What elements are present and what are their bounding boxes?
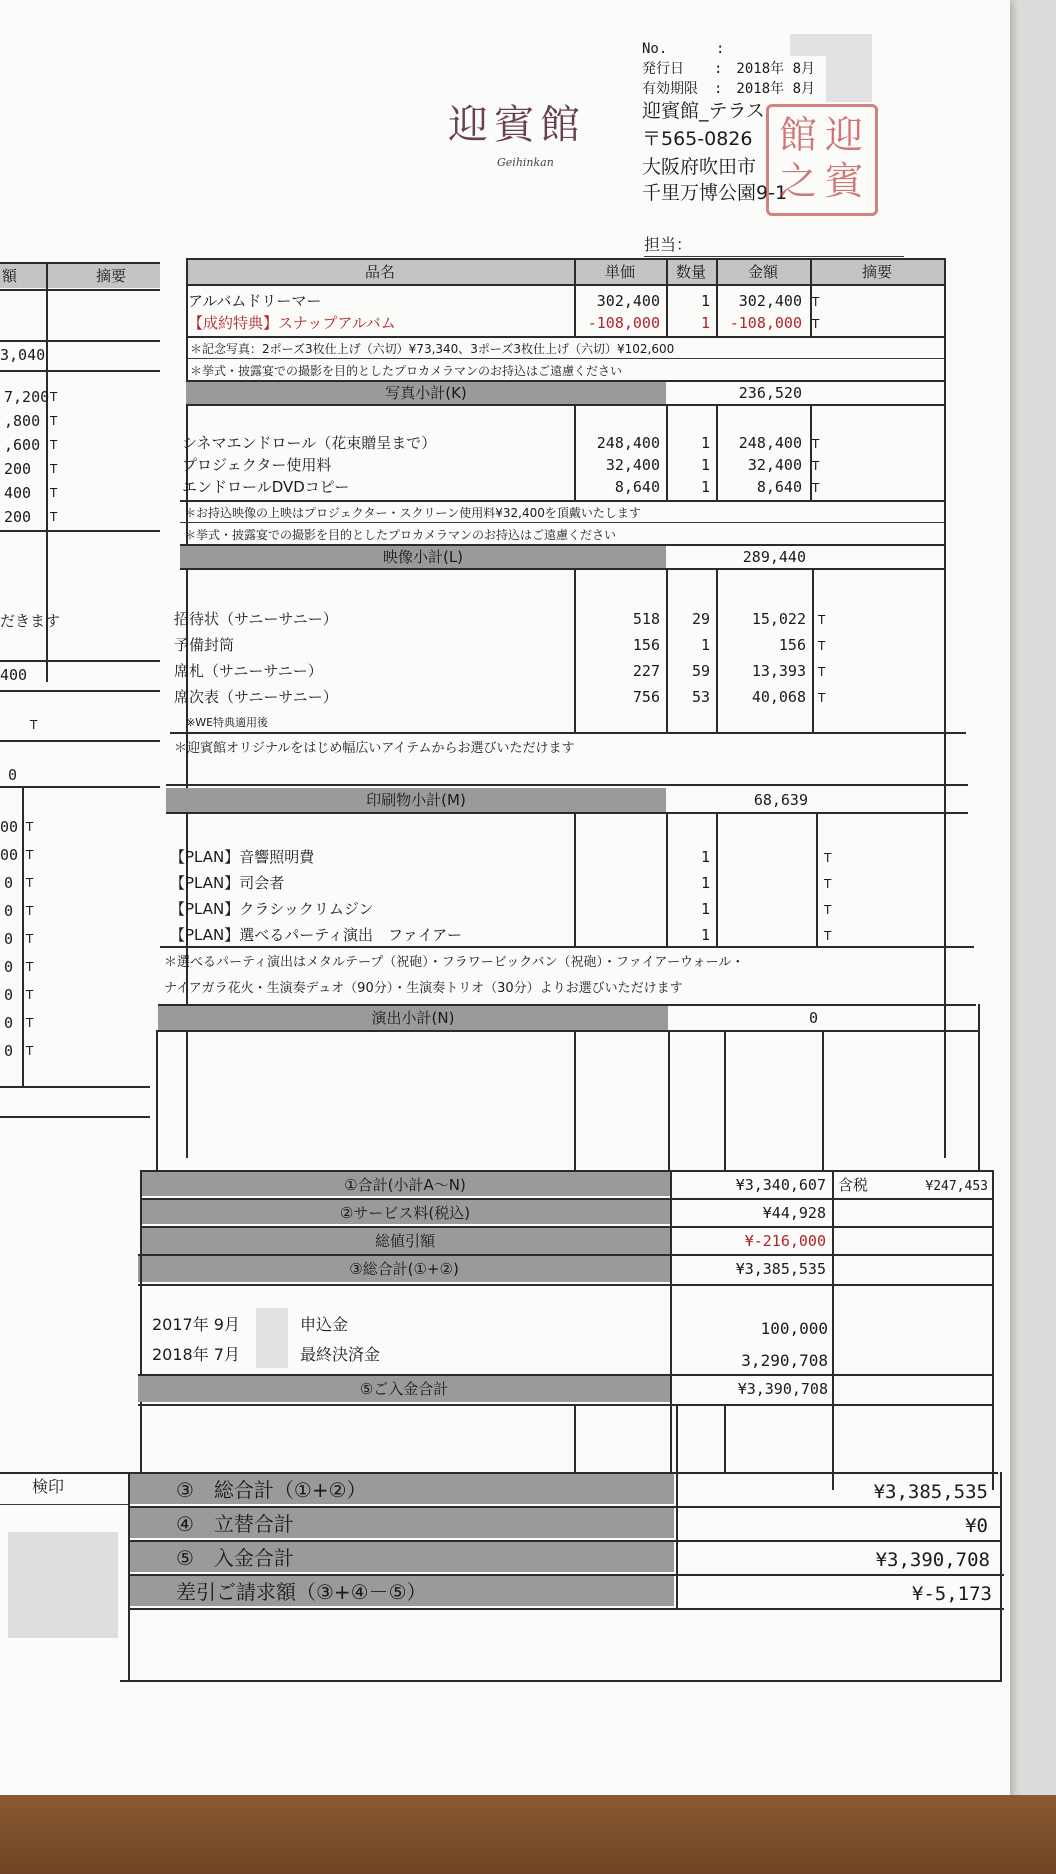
summary-4-value: ¥-5,173 xyxy=(911,1583,992,1605)
left-note-header: 摘要 xyxy=(96,267,127,285)
left-lower-tax-5: T xyxy=(26,932,34,946)
grand-total-value: ¥3,385,535 xyxy=(735,1260,826,1278)
company-name: 迎賓館_テラス xyxy=(642,100,765,122)
print-row-2-amount: 156 xyxy=(778,636,806,654)
no-sep: : xyxy=(716,41,725,57)
photo-row-1-amount: 302,400 xyxy=(738,292,802,310)
left-lower-tax-6: T xyxy=(26,960,34,974)
left-amount-header: 額 xyxy=(2,267,18,285)
payment-2-label: 最終決済金 xyxy=(300,1345,381,1364)
summary-1-value: ¥3,385,535 xyxy=(873,1481,988,1503)
service-label: ②サービス料(税込) xyxy=(339,1204,471,1222)
video-row-3-amount: 8,640 xyxy=(756,478,802,496)
left-value-5: 200 xyxy=(4,460,32,478)
wooden-floor xyxy=(0,1795,1056,1874)
seal-char-3: 館 xyxy=(779,113,818,157)
left-lower-5: 0 xyxy=(4,930,14,948)
logo-subtitle: Geihinkan xyxy=(497,156,554,169)
grand-total-label: ③総合計(①+②) xyxy=(349,1260,459,1278)
show-subtotal: 0 xyxy=(808,1009,818,1027)
photo-note-2: ＊挙式・披露宴での撮影を目的としたプロカメラマンのお持込はご遠慮ください xyxy=(190,364,623,378)
left-lower-tax-3: T xyxy=(26,876,34,890)
left-zero: 0 xyxy=(8,766,18,784)
show-row-3-name: 【PLAN】クラシックリムジン xyxy=(170,900,374,918)
left-lower-tax-1: T xyxy=(26,820,34,834)
left-lower-3: 0 xyxy=(4,874,14,892)
print-row-4-amount: 40,068 xyxy=(751,688,806,706)
print-row-1-tax: T xyxy=(818,613,826,627)
seal-char-4: 之 xyxy=(779,159,818,203)
print-row-4-name: 席次表（サニーサニー） xyxy=(174,688,338,706)
show-row-2-tax: T xyxy=(824,877,832,891)
video-row-2-amount: 32,400 xyxy=(747,456,802,474)
video-subtotal-label: 映像小計(L) xyxy=(382,548,464,566)
summary-2-value: ¥0 xyxy=(965,1515,988,1537)
print-subtotal: 68,639 xyxy=(753,791,808,809)
payment-1-amount: 100,000 xyxy=(760,1319,828,1338)
left-tax-single: T xyxy=(30,718,38,732)
left-lower-8: 0 xyxy=(4,1014,14,1032)
print-note: ＊迎賓館オリジナルをはじめ幅広いアイテムからお選びいただけます xyxy=(174,741,575,756)
photo-row-2-qty: 1 xyxy=(700,314,710,332)
show-subtotal-label: 演出小計(N) xyxy=(371,1009,455,1027)
expiry-label: 有効期限 xyxy=(642,81,698,97)
print-row-2-price: 156 xyxy=(632,636,660,654)
photo-row-2-tax: T xyxy=(812,317,820,331)
print-row-3-amount: 13,393 xyxy=(751,662,806,680)
left-value-4: ,600 xyxy=(4,436,41,454)
no-label: No. xyxy=(642,41,668,57)
print-row-4-qty: 53 xyxy=(691,688,710,706)
left-tax-6: T xyxy=(50,510,58,524)
left-lower-9: 0 xyxy=(4,1042,14,1060)
summary-3-value: ¥3,390,708 xyxy=(875,1549,990,1571)
photo-row-1-qty: 1 xyxy=(700,292,710,310)
show-row-1-name: 【PLAN】音響照明費 xyxy=(170,848,315,866)
left-value-1: 3,040 xyxy=(0,346,46,364)
summary-1-label: ③ 総合計（①+②） xyxy=(176,1478,367,1502)
print-row-4-tax: T xyxy=(818,691,826,705)
seal-char-1: 迎 xyxy=(825,113,864,157)
video-row-3-tax: T xyxy=(812,481,820,495)
seal-char-2: 賓 xyxy=(825,159,864,203)
photo-row-2-amount: -108,000 xyxy=(729,314,802,332)
payment-1-date: 2017年 9月 xyxy=(152,1315,240,1334)
photo-subtotal: 236,520 xyxy=(738,384,802,402)
video-row-2-price: 32,400 xyxy=(605,456,660,474)
print-row-3-name: 席札（サニーサニー） xyxy=(174,662,323,680)
show-row-4-qty: 1 xyxy=(700,926,710,944)
show-note-2: ナイアガラ花火・生演奏デュオ（90分）・生演奏トリオ（30分）よりお選びいただけます xyxy=(164,981,683,996)
video-row-1-name: シネマエンドロール（花束贈呈まで） xyxy=(182,434,437,452)
left-value-6: 400 xyxy=(4,484,32,502)
left-tax-4: T xyxy=(50,462,58,476)
left-lower-tax-8: T xyxy=(26,1016,34,1030)
video-row-3-price: 8,640 xyxy=(614,478,660,496)
col-qty: 数量 xyxy=(675,263,706,281)
print-sub-note: ※WE特典適用後 xyxy=(186,716,269,729)
left-value-2: 7,200 xyxy=(4,388,50,406)
photo-row-1-tax: T xyxy=(812,295,820,309)
company-seal-stamp xyxy=(766,104,878,216)
video-row-1-amount: 248,400 xyxy=(738,434,802,452)
show-row-4-tax: T xyxy=(824,929,832,943)
print-row-4-price: 756 xyxy=(632,688,660,706)
address-line2: 千里万博公園9-1 xyxy=(642,182,788,204)
seal-label: 検印 xyxy=(32,1477,65,1496)
show-note-1: ＊選べるパーティ演出はメタルテープ（祝砲）・フラワービックバン（祝砲）・ファイアーウォール・ xyxy=(164,955,745,970)
print-row-1-name: 招待状（サニーサニー） xyxy=(174,610,338,628)
payment-2-amount: 3,290,708 xyxy=(741,1351,828,1370)
photo-row-2-name: 【成約特典】スナップアルバム xyxy=(188,314,396,332)
photo-row-1-name: アルバムドリーマー xyxy=(188,292,322,310)
payment-2-date: 2018年 7月 xyxy=(152,1345,240,1364)
expiry-value: : 2018年 8月 xyxy=(714,81,816,97)
redacted-payment-days xyxy=(256,1308,288,1368)
left-lower-2: 00 xyxy=(0,846,19,864)
redacted-date xyxy=(826,56,872,102)
tax-included-label: 含税 xyxy=(838,1176,869,1194)
video-row-1-tax: T xyxy=(812,437,820,451)
left-lower-1: 00 xyxy=(0,818,19,836)
print-row-1-amount: 15,022 xyxy=(751,610,806,628)
left-tax-5: T xyxy=(50,486,58,500)
logo: 迎賓館 xyxy=(448,102,586,148)
service-value: ¥44,928 xyxy=(762,1204,826,1222)
summary-3-label: ⑤ 入金合計 xyxy=(176,1546,294,1570)
show-row-2-qty: 1 xyxy=(700,874,710,892)
total-label: ①合計(小計A～N) xyxy=(344,1176,466,1194)
left-value-3: ,800 xyxy=(4,412,41,430)
address-line1: 大阪府吹田市 xyxy=(642,156,757,178)
video-note-1: ＊お持込映像の上映はプロジェクター・スクリーン使用料¥32,400を頂戴いたします xyxy=(184,506,641,520)
col-note: 摘要 xyxy=(861,263,892,281)
left-value-400: 400 xyxy=(0,666,28,684)
left-lower-6: 0 xyxy=(4,958,14,976)
show-row-4-name: 【PLAN】選べるパーティ演出 ファイアー xyxy=(170,926,462,944)
col-unit-price: 単価 xyxy=(604,263,635,281)
photo-row-2-price: -108,000 xyxy=(587,314,660,332)
summary-4-label: 差引ご請求額（③+④－⑤） xyxy=(176,1580,427,1604)
payment-sum-label: ⑤ご入金合計 xyxy=(359,1380,449,1398)
left-lower-tax-4: T xyxy=(26,904,34,918)
left-value-7: 200 xyxy=(4,508,32,526)
left-lower-tax-2: T xyxy=(26,848,34,862)
col-amount: 金額 xyxy=(747,263,778,281)
summary-2-label: ④ 立替合計 xyxy=(176,1512,294,1536)
video-row-1-qty: 1 xyxy=(700,434,710,452)
photo-note-1: ＊記念写真：2ポーズ3枚仕上げ（六切）¥73,340、3ポーズ3枚仕上げ（六切）¥102,600 xyxy=(190,342,675,356)
redacted-seal xyxy=(8,1532,118,1638)
issue-date-label: 発行日 xyxy=(642,61,684,77)
show-row-3-qty: 1 xyxy=(700,900,710,918)
payment-1-label: 申込金 xyxy=(300,1315,349,1334)
person-underline xyxy=(644,256,904,257)
show-row-3-tax: T xyxy=(824,903,832,917)
redacted-number xyxy=(790,34,872,56)
left-lower-7: 0 xyxy=(4,986,14,1004)
print-row-2-tax: T xyxy=(818,639,826,653)
video-row-3-qty: 1 xyxy=(700,478,710,496)
payment-sum-value: ¥3,390,708 xyxy=(737,1380,828,1398)
print-row-2-qty: 1 xyxy=(700,636,710,654)
video-row-1-price: 248,400 xyxy=(596,434,660,452)
tax-included-value: ¥247,453 xyxy=(925,1179,988,1194)
photo-subtotal-label: 写真小計(K) xyxy=(385,384,467,402)
left-tax-3: T xyxy=(50,438,58,452)
issue-date-value: : 2018年 8月 xyxy=(714,61,816,77)
left-lower-4: 0 xyxy=(4,902,14,920)
left-text: だきます xyxy=(0,612,61,630)
video-row-2-tax: T xyxy=(812,459,820,473)
print-row-1-qty: 29 xyxy=(691,610,710,628)
total-value: ¥3,340,607 xyxy=(735,1176,826,1194)
video-row-2-name: プロジェクター使用料 xyxy=(182,456,332,474)
print-row-3-qty: 59 xyxy=(691,662,710,680)
person-in-charge-label: 担当： xyxy=(644,235,693,254)
show-row-1-qty: 1 xyxy=(700,848,710,866)
print-row-3-tax: T xyxy=(818,665,826,679)
left-lower-tax-7: T xyxy=(26,988,34,1002)
print-row-3-price: 227 xyxy=(632,662,660,680)
left-tax-1: T xyxy=(50,390,58,404)
print-row-1-price: 518 xyxy=(632,610,660,628)
print-row-2-name: 予備封筒 xyxy=(174,636,235,654)
left-tax-2: T xyxy=(50,414,58,428)
discount-label: 総値引額 xyxy=(374,1232,435,1250)
show-row-2-name: 【PLAN】司会者 xyxy=(170,874,285,892)
video-note-2: ＊挙式・披露宴での撮影を目的としたプロカメラマンのお持込はご遠慮ください xyxy=(184,528,617,542)
photo-row-1-price: 302,400 xyxy=(596,292,660,310)
video-subtotal: 289,440 xyxy=(742,548,806,566)
print-subtotal-label: 印刷物小計(M) xyxy=(366,791,466,809)
video-row-3-name: エンドロールDVDコピー xyxy=(182,478,350,496)
discount-value: ¥-216,000 xyxy=(744,1232,826,1250)
video-row-2-qty: 1 xyxy=(700,456,710,474)
col-item: 品名 xyxy=(364,263,395,281)
postal-code: 〒565-0826 xyxy=(642,128,753,150)
left-lower-tax-9: T xyxy=(26,1044,34,1058)
show-row-1-tax: T xyxy=(824,851,832,865)
